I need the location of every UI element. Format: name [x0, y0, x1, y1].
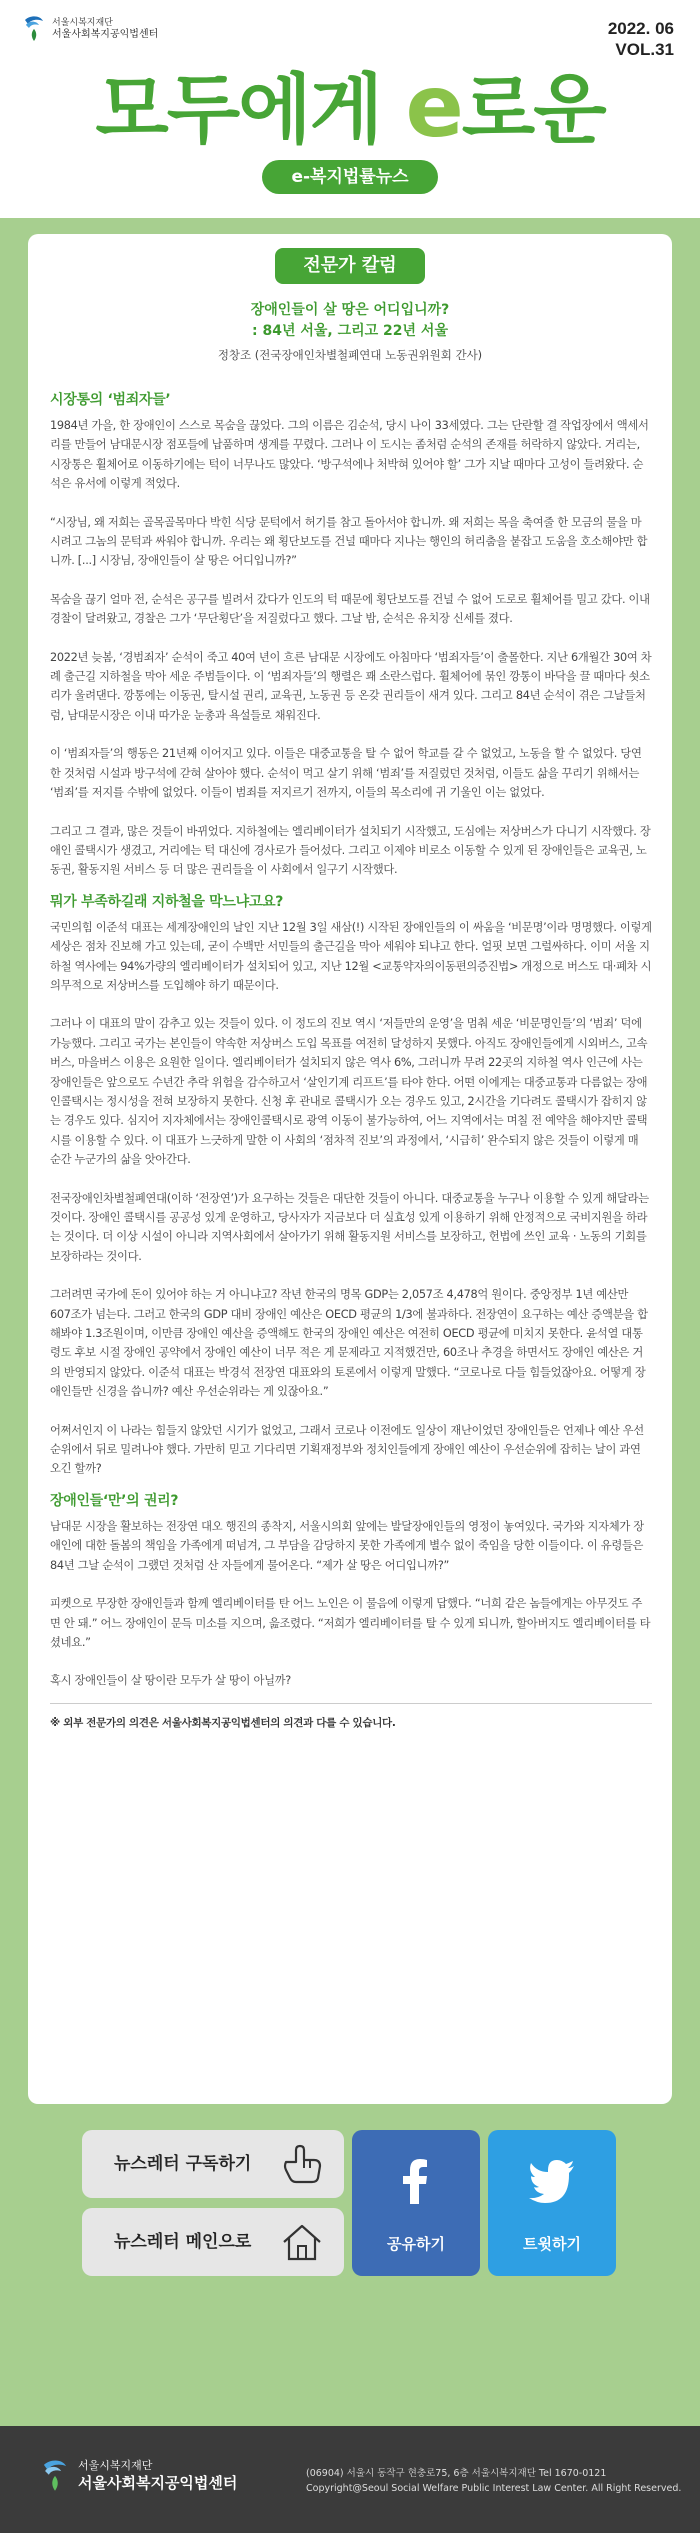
header: [0, 0, 700, 205]
footer-info: [306, 2466, 681, 2496]
article-container: [28, 234, 672, 2104]
paragraph-11: 어쩌서인지 이 나라는 힘들지 않았던 시기가 없었고, 그래서 코로나 이전에도 일상이 재난이었던 장애인들은 언제나 예산 우선순위에서 뒤로 밀려나야 했다. 가만히 믿고 기다리면 기획재정부와 정치인들에게 장애인 예산이 우선순위에 잡히는 날이 과연 오긴 할까?: [50, 1423, 644, 1476]
home-icon: [280, 2222, 324, 2262]
title-post: 로운: [461, 65, 605, 154]
paragraph-3: 목숨을 끊기 얼마 전, 순석은 공구를 빌려서 갔다가 인도의 턱 때문에 횡단보도를 건널 수 없어 도로로 휠체어를 밀고 갔다. 이내 경찰이 달려왔고, 경찰은 그가 ‘무단횡단’을 저질렀다고 했다. 그날 밤, 순석은 유치장 신세를 졌다.: [50, 592, 650, 626]
logo-text: [52, 17, 158, 41]
divider: [50, 1703, 652, 1704]
foundation-logo[interactable]: [22, 16, 158, 42]
article-title-line2: : 84년 서울, 그리고 22년 서울: [252, 323, 448, 339]
article-title-line1: 장애인들이 살 땅은 어디입니까?: [250, 302, 450, 318]
tweet-label: 트윗하기: [523, 2235, 581, 2253]
paragraph-2: “시장님, 왜 저희는 골목골목마다 박힌 식당 문턱에서 허기를 참고 돌아서야 합니까. 왜 저희는 목을 축여줄 한 모금의 물을 마시려고 그놈의 문턱과 싸워야 합니까. 우리는 왜 횡단보도를 건널 때마다 지나는 행인의 허리춤을 붙잡고 도움을 호소해야만 합니까. [...] 시장님, 장애인들이 살 땅은 어디입니까?”: [50, 515, 648, 568]
article-body: [50, 390, 652, 1733]
paragraph-7: 국민의힘 이준석 대표는 세계장애인의 날인 지난 12월 3일 새삼(!) 시작된 장애인들의 이 싸움을 ‘비문명’이라 명명했다. 이렇게 세상은 점차 진보해 가고 있는데, 굳이 수백만 서민들의 출근길을 막아 세워야 되냐고 한다. 얼핏 보면 그럴싸하다. 이미 서울 지하철 역사에는 94%가량의 엘리베이터가 설치되어 있고, 지난 12월 <교통약자의이동편의증진법> 개정으로 버스도 대·폐차 시 의무적으로 저상버스를 도입해야 하기 때문이다.: [50, 920, 652, 992]
logo-org-top: 서울시복지재단: [52, 18, 113, 28]
pointing-hand-icon: [280, 2144, 324, 2184]
section-heading-2: 뭐가 부족하길래 지하철을 막느냐고요?: [50, 893, 284, 910]
issue-info: [608, 18, 674, 60]
facebook-icon: [391, 2156, 441, 2206]
disclaimer-note: ※ 외부 전문가의 의견은 서울사회복지공익법센터의 의견과 다를 수 있습니다.: [50, 1716, 396, 1729]
footer-org-top: 서울시복지재단: [78, 2459, 153, 2472]
paragraph-9: 전국장애인차별철폐연대(이하 ‘전장연’)가 요구하는 것들은 대단한 것들이 아니다. 대중교통을 누구나 이용할 수 있게 해달라는 것이다. 장애인 콜택시를 공공성 있게 운영하고, 당사자가 지금보다 더 실효성 있게 이용하기 위해 안정적으로 국비지원을 하라는 것이다. 더 이상 시설이 아니라 지역사회에서 살아가기 위해 활동지원 서비스를 보장하고, 헌법에 쓰인 교육 · 노동의 기회를 보장하라는 것이다.: [50, 1191, 649, 1263]
section-heading-3: 장애인들‘만’의 권리?: [50, 1492, 179, 1509]
paragraph-4: 2022년 늦봄, ‘경범죄자’ 순석이 죽고 40여 년이 흐른 남대문 시장에도 아침마다 ‘범죄자들’이 출몰한다. 지난 6개월간 30여 차례 출근길 지하철을 막아 세운 주범들이다. 이 ‘범죄자들’의 행렬은 꽤 소란스럽다. 휠체어에 묶인 깡통이 바닥을 끌 때마다 쇳소리가 울려댄다. 깡통에는 이동권, 탈시설 권리, 교육권, 노동권 등 온갖 권리들이 새겨 있다. 그리고 84년 순석이 겪은 그날들처럼, 남대문시장은 이내 따가운 눈총과 욕설들로 채워진다.: [50, 650, 652, 722]
issue-volume: VOL.31: [615, 40, 674, 59]
paragraph-8: 그러나 이 대표의 말이 감추고 있는 것들이 있다. 이 정도의 진보 역시 ‘저들만의 운영’을 멈춰 세운 ‘비문명인들’의 ‘범죄’ 덕에 가능했다. 그리고 국가는 본인들이 약속한 저상버스 도입 목표를 여전히 달성하지 못했다. 아직도 장애인들에게 시외버스, 고속버스, 마을버스 이용은 요원한 일이다. 엘리베이터가 설치되지 않은 역사 6%, 그러니까 무려 22곳의 지하철 역사 인근에 사는 장애인들은 앞으로도 수년간 추락 위험을 감수하고서 ‘살인기계 리프트’를 타야 한다. 어떤 이에게는 대중교통과 다름없는 장애인콜택시는 정시성을 전혀 보장하지 못한다. 신청 후 관내로 콜택시가 오는 경우도 있고, 2시간을 기다려도 콜택시가 잡히지 않는 경우도 있다. 심지어 지자체에서는 장애인콜택시로 광역 이동이 불가능하여, 어느 지역에서는 며칠 전 예약을 해야지만 콜택시를 이용할 수 있다. 이 대표가 느긋하게 말한 이 사회의 ‘점차적 진보’의 과정에서, ‘시급히’ 완수되지 않은 것들이 이렇게 매 순간 누군가의 삶을 앗아간다.: [50, 1017, 648, 1167]
newsletter-subtitle: e-복지법률뉴스: [262, 160, 438, 194]
footer-copyright: Copyright@Seoul Social Welfare Public Interest Law Center. All Right Reserved.: [306, 2483, 682, 2494]
newsletter-main-button-label: 뉴스레터 메인으로: [114, 2232, 252, 2252]
green-frame: [0, 218, 700, 2426]
article-title: [28, 300, 672, 342]
footer: [0, 2426, 700, 2533]
paragraph-12: 남대문 시장을 활보하는 전장연 대오 행진의 종착지, 서울시의회 앞에는 발달장애인들의 영정이 놓여있다. 국가와 지자체가 장애인에 대한 돌봄의 책임을 가족에게 떠넘겨, 그 부담을 감당하지 못한 가족에게 별수 없이 죽임을 당한 이들이다. 이 유령들은 84년 그날 순석이 그랬던 것처럼 산 자들에게 물어온다. “제가 살 땅은 어디입니까?”: [50, 1519, 644, 1572]
subscribe-button[interactable]: [82, 2130, 344, 2198]
paragraph-5: 이 ‘범죄자들’의 행동은 21년째 이어지고 있다. 이들은 대중교통을 탈 수 없어 학교를 갈 수 없었고, 노동을 할 수 없었다. 당연한 것처럼 시설과 방구석에 갇혀 살아야 했다. 순석이 먹고 살기 위해 ‘범죄’를 저질렀던 것처럼, 이들도 삶을 꾸리기 위해서는 ‘범죄’를 저지를 수밖에 없었다. 이들이 범죄를 저지르기 전까지, 이들의 목소리에 귀 기울인 이는 없었다.: [50, 747, 642, 800]
section-heading-1: 시장통의 ‘범죄자들’: [50, 392, 171, 408]
section-badge: 전문가 칼럼: [275, 248, 425, 284]
paragraph-1: 1984년 가을, 한 장애인이 스스로 목숨을 끊었다. 그의 이름은 김순석, 당시 나이 33세였다. 그는 단란할 결 작업장에서 액세서리를 만들어 남대문시장 점포들에 납품하며 생계를 꾸렸다. 그러나 이 도시는 좀처럼 순석의 존재를 허락하지 않았다. 거리는, 시장통은 휠체어로 이동하기에는 턱이 너무나도 많았다. ‘방구석에나 처박혀 있어야 할’ 그가 지날 때마다 고성이 들려왔다. 순석은 유서에 이렇게 적었다.: [50, 419, 649, 491]
facebook-share-label: 공유하기: [387, 2235, 445, 2253]
foundation-logo-icon: [40, 2460, 70, 2492]
subscribe-button-label: 뉴스레터 구독하기: [114, 2154, 252, 2174]
title-pre: 모두에게: [95, 65, 406, 154]
newsletter-title: [0, 57, 700, 157]
title-e: e: [405, 57, 462, 157]
paragraph-13: 피켓으로 무장한 장애인들과 함께 엘리베이터를 탄 어느 노인은 이 물음에 이렇게 답했다. “너희 같은 놈들에게는 아무것도 주면 안 돼.” 어느 장애인이 문득 미소를 지으며, 읊조렸다. “저희가 엘리베이터를 탈 수 있게 되니까, 할아버지도 엘리베이터를 타셨네요.”: [50, 1597, 651, 1649]
paragraph-6: 그리고 그 결과, 많은 것들이 바뀌었다. 지하철에는 엘리베이터가 설치되기 시작했고, 도심에는 저상버스가 다니기 시작했다. 장애인 콜택시가 생겼고, 거리에는 턱 대신에 경사로가 들어섰다. 그리고 이제야 비로소 이동할 수 있게 된 장애인들은 교육권, 노동권, 활동지원 서비스 등 더 많은 권리들을 이 사회에서 일구기 시작했다.: [50, 824, 651, 877]
newsletter-main-button[interactable]: [82, 2208, 344, 2276]
logo-org-bottom: 서울사회복지공익법센터: [52, 29, 159, 40]
article-author: 정창조 (전국장애인차별철폐연대 노동권위원회 간사): [217, 348, 483, 362]
facebook-share-button[interactable]: [352, 2130, 480, 2276]
footer-logo: [40, 2458, 237, 2493]
paragraph-10: 그러려면 국가에 돈이 있어야 하는 거 아니냐고? 작년 한국의 명목 GDP는 2,057조 4,478억 원이다. 중앙정부 1년 예산만 607조가 넘는다. 그러고 한국의 GDP 대비 장애인 예산은 OECD 평균의 1/3에 불과하다. 전장연이 요구하는 예산 증액분을 합해봐야 1.3조원이며, 이만큼 장애인 예산을 증액해도 한국의 장애인 예산은 여전히 OECD 평균에 미치지 못한다. 윤석열 대통령도 후보 시절 장애인 공약에서 장애인 예산이 너무 적은 게 문제라고 지적했건만, 60조나 추경을 하면서도 장애인 예산은 거의 반영되지 않았다. 이준석 대표는 박경석 전장연 대표와의 토론에서 이렇게 말했다. “코로나로 다들 힘들었잖아요. 어떻게 장애인들만 신경을 씁니까? 예산 우선순위라는 게 있잖아요.”: [50, 1288, 648, 1399]
foundation-logo-icon: [22, 16, 46, 42]
footer-logo-text: [78, 2458, 237, 2493]
footer-org-bottom: 서울사회복지공익법센터: [78, 2474, 238, 2492]
twitter-icon: [527, 2156, 577, 2206]
twitter-share-button[interactable]: [488, 2130, 616, 2276]
footer-address: (06904) 서울시 동작구 현충로75, 6층 서울시복지재단 Tel 1670-0121: [306, 2468, 607, 2479]
issue-date: 2022. 06: [607, 19, 674, 38]
paragraph-14: 혹시 장애인들이 살 땅이란 모두가 살 땅이 아닐까?: [50, 1674, 291, 1688]
